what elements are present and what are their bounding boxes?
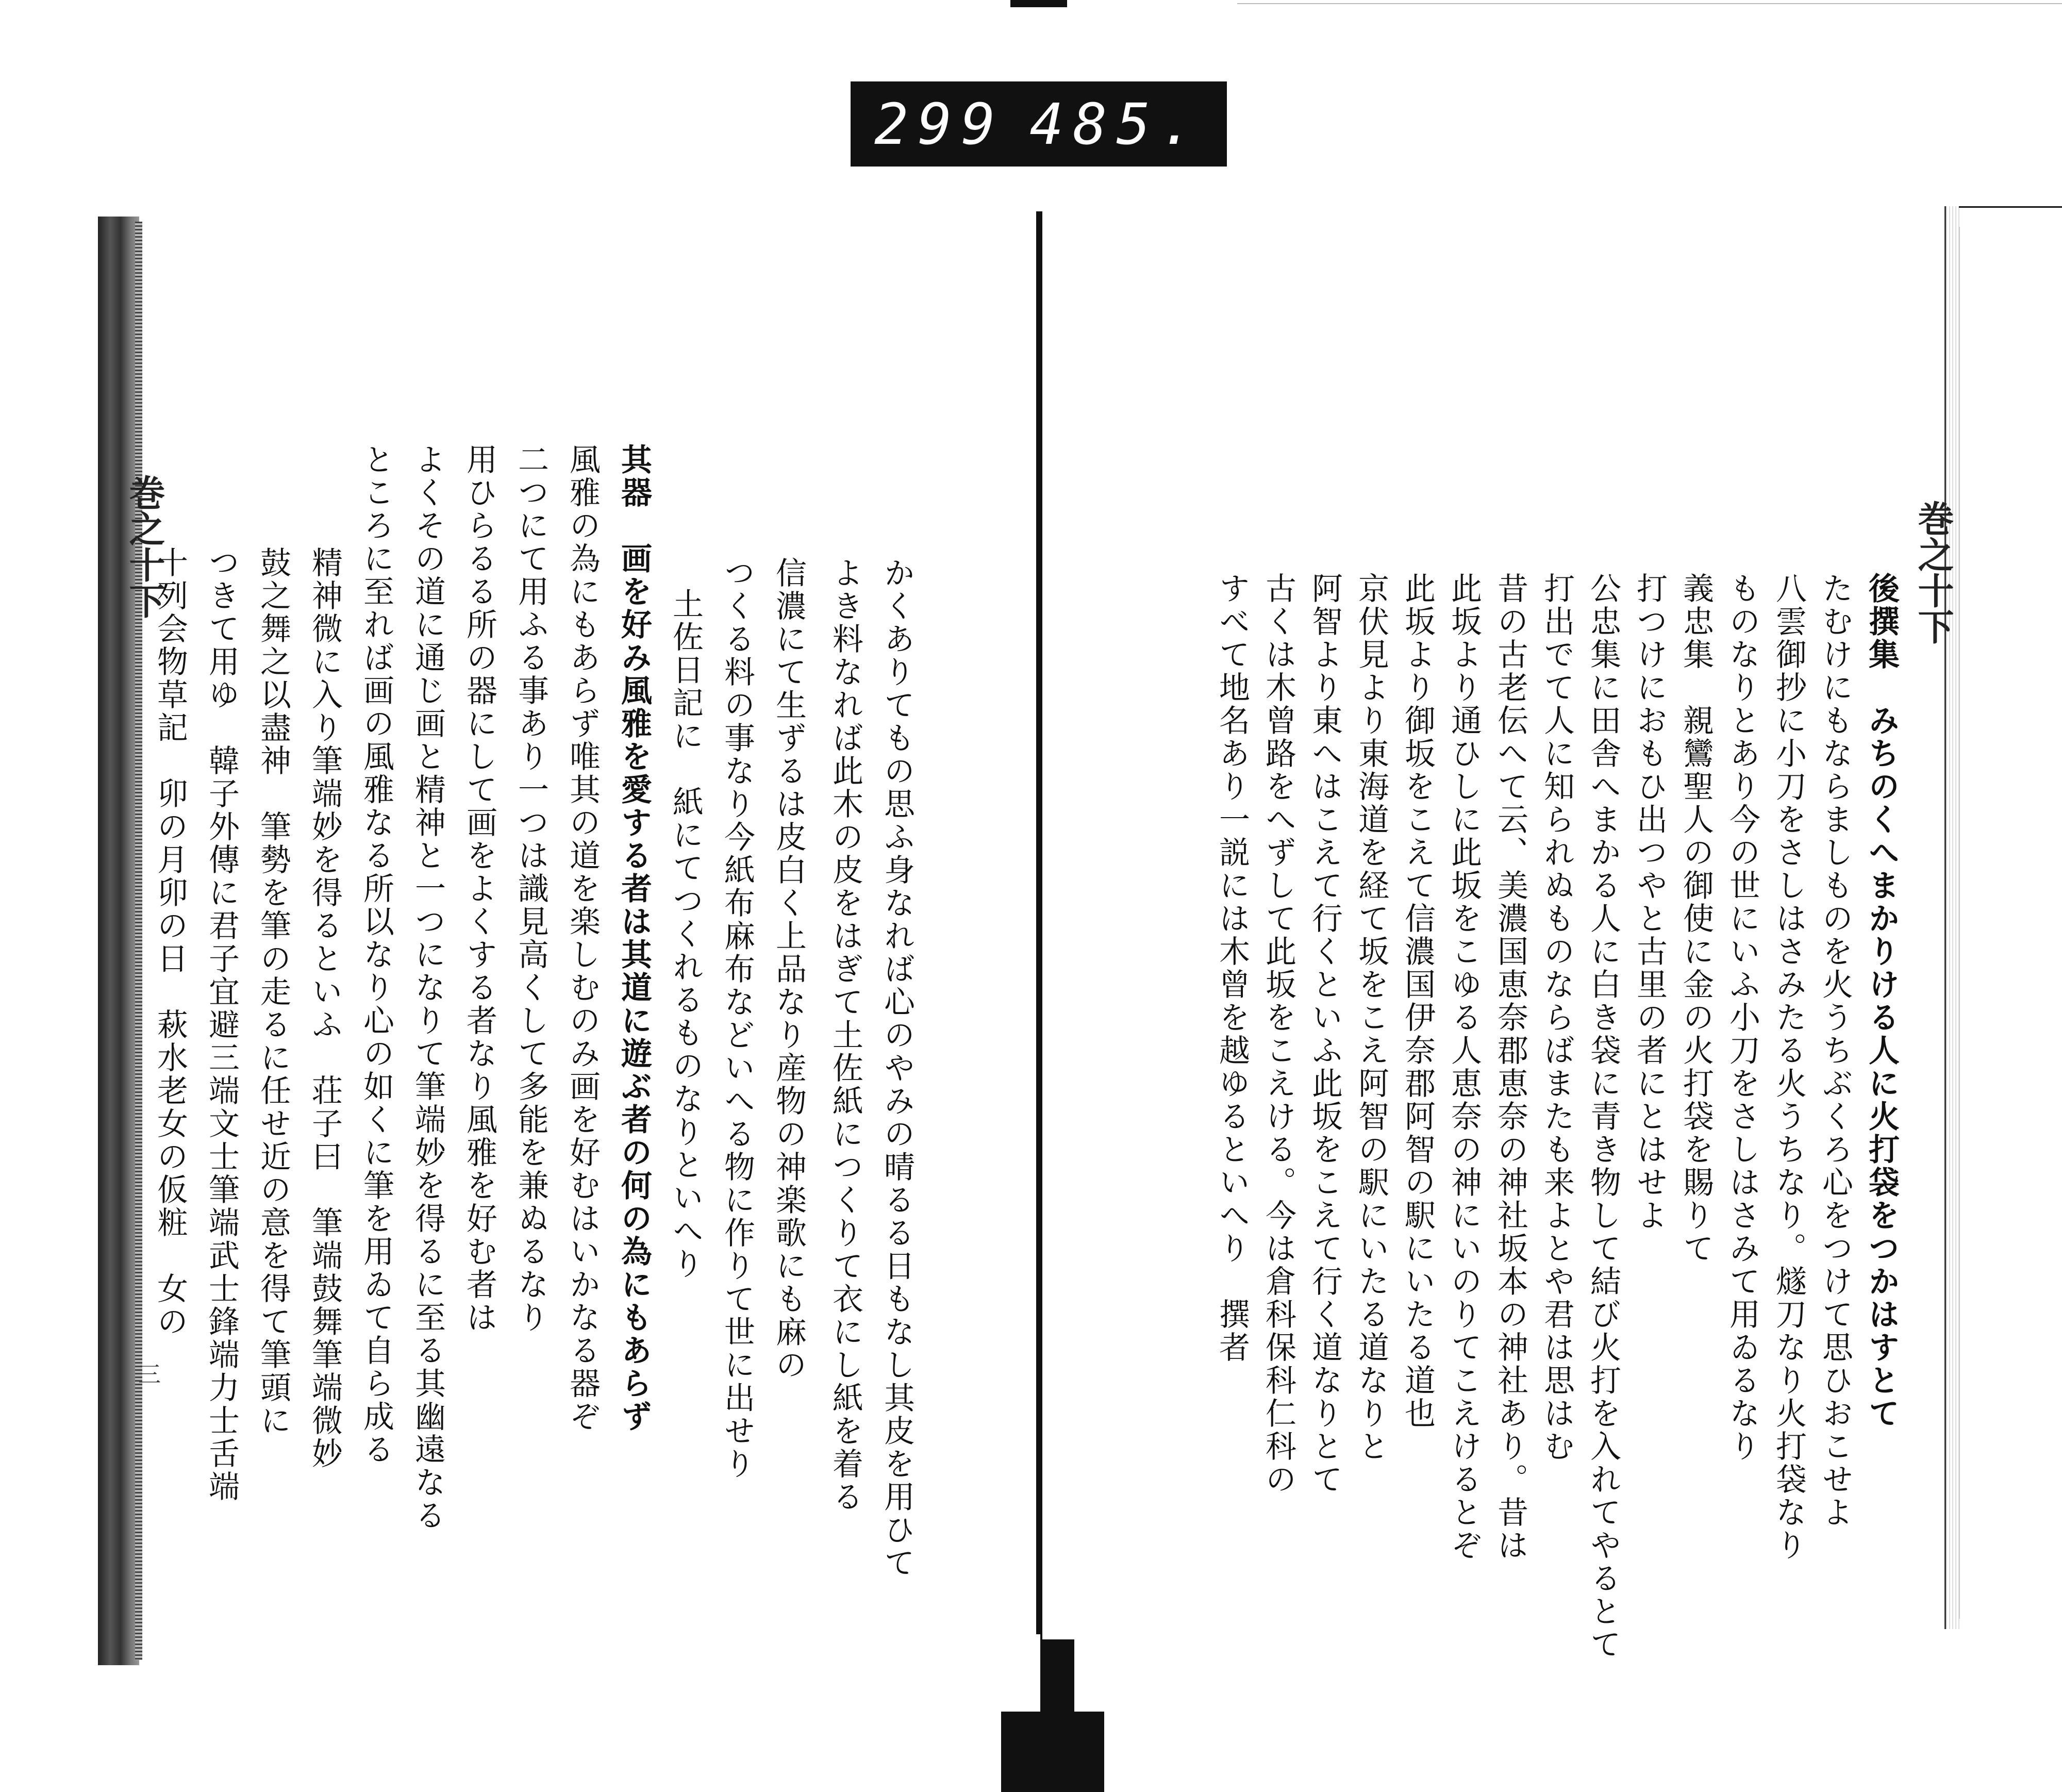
left-column-11: ところに至れば画の風雅なる所以なり心の如くに筆を用ゐて自ら成る [358,443,394,1466]
right-column-14: 古くは木曾路をへずして此坂をこえける。今は倉科保科仁科の [1260,572,1296,1496]
right-column-13: 阿智より東へはこえて行くといふ此坂をこえて行く道なりとて [1307,572,1343,1496]
right-edge-line [1959,206,2062,208]
left-column-8: 二つにて用ふる事あり一つは識見高くして多能を兼ぬるなり [513,443,549,1334]
left-column-7: 風雅の為にもあらず唯其の道を楽しむのみ画を好むはいかなる器ぞ [564,443,601,1433]
left-column-3: 信濃にて生ずるは皮白く上品なり産物の神楽歌にも麻の [771,557,807,1382]
right-column-9: 昔の古老伝へて云、美濃国恵奈郡恵奈の神社坂本の神社あり。昔は [1492,572,1528,1562]
book-edge-left [98,217,139,1665]
right-column-7: 公忠集に田舎へまかる人に白き袋に青き物して結び火打を入れてやるとて [1585,572,1621,1661]
right-column-5: 義忠集 親鸞聖人の御使に金の火打袋を賜りて [1678,572,1714,1265]
left-page-number: 三 [138,1362,161,1388]
left-margin-title: 巻之十下 [123,474,166,619]
left-column-6: 其器 画を好み風雅を愛する者は其道に遊ぶ者の何の為にもあらず [616,443,652,1433]
left-column-10: よくその道に通じ画と精神と一つになりて筆端妙を得るに至る其幽遠なる [410,443,446,1532]
left-column-13: 鼓之舞之以盡神 筆勢を筆の走るに任せ近の意を得て筆頭に [255,546,291,1437]
top-hairline [1237,3,2062,4]
right-column-12: 京伏見より東海道を経て坂をこえ阿智の駅にいたる道なりと [1353,572,1389,1463]
book-edge-right [1944,206,1960,1629]
right-margin-title: 巻之十下 [1912,500,1955,644]
right-column-4: ものなりとあり今の世にいふ小刀をさしはさみて用ゐるなり [1724,572,1760,1463]
top-rule [1010,0,1067,7]
left-column-15: 十列会物草記 卯の月卯の日 萩水老女の仮粧 女の [152,546,188,1338]
right-column-2: たむけにもならましものを火うちぶくろ心をつけて思ひおこせよ [1817,572,1853,1529]
right-column-15: すべて地名あり一説には木曾を越ゆるといへり 撰者 [1214,572,1250,1364]
left-column-14: つきて用ゆ 韓子外傳に君子宜避三端文士筆端武士鋒端力士舌端 [204,546,240,1503]
left-column-9: 用ひらるる所の器にして画をよくする者なり風雅を好む者は [461,443,497,1334]
book-edge-left-shadow [135,222,142,1660]
left-column-2: よき料なれば此木の皮をはぎて土佐紙につくりて衣にし紙を着る [827,557,863,1514]
right-column-11: 此坂より御坂をこえて信濃国伊奈郡阿智の駅にいたる道也 [1400,572,1436,1430]
left-column-12: 精神微に入り筆端妙を得るといふ 荘子曰 筆端鼓舞筆端微妙 [307,546,343,1470]
right-column-3: 八雲御抄に小刀をさしはさみたる火うちなり。燧刀なり火打袋なり [1771,572,1807,1562]
left-column-5: 土佐日記に 紙にてつくれるものなりといへり [668,588,704,1281]
frame-number-left: 299 [874,91,1005,157]
right-far-line [1959,227,1960,1619]
book-gutter [1036,211,1042,1634]
right-column-1: 後撰集 みちのくへまかりける人に火打袋をつかはすとて [1864,572,1900,1430]
left-column-4: つくる料の事なり今紙布麻布などいへる物に作りて世に出せり [719,557,755,1481]
left-column-1: かくありてもの思ふ身なれば心のやみの晴るる日もなし其皮を用ひて [879,557,915,1580]
frame-number-right: 485. [1029,91,1203,157]
right-column-10: 此坂より通ひしに此坂をこゆる人恵奈の神にいのりてこえけるとぞ [1446,572,1482,1562]
right-column-6: 打つけにおもひ出つやと古里の者にとはせよ [1632,572,1668,1232]
right-column-8: 打出でて人に知られぬものならばまたも来よとや君は思はむ [1539,572,1575,1463]
gutter-tab-lower [1001,1712,1104,1792]
frame-counter-label [851,81,1227,167]
